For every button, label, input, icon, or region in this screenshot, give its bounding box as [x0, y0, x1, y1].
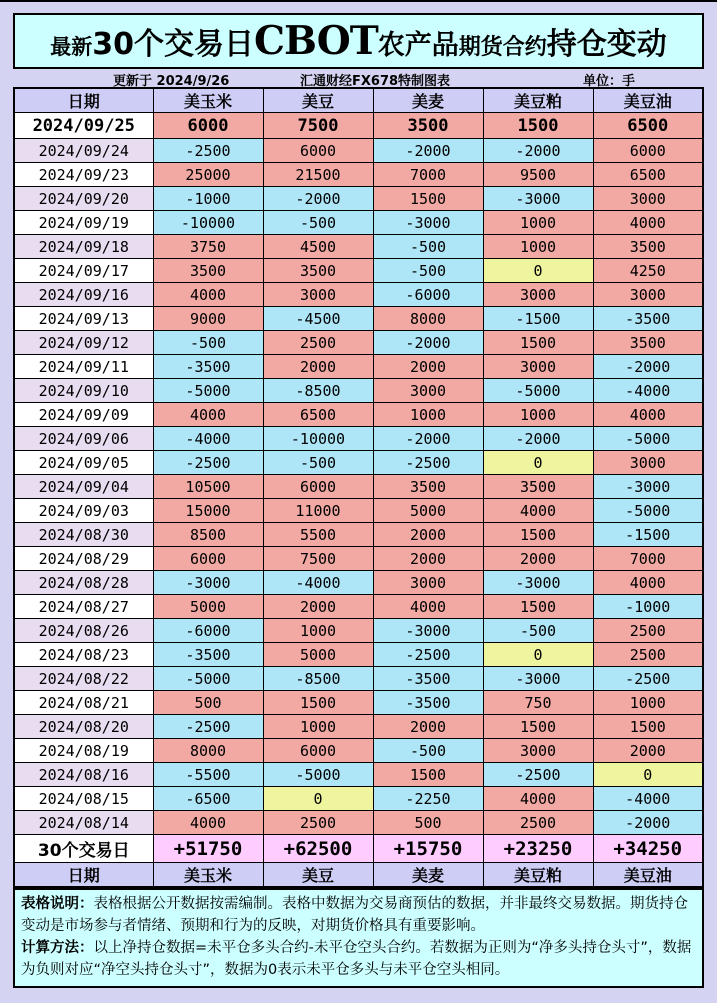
value-cell: 7000: [593, 547, 703, 571]
value-cell: -2500: [373, 643, 483, 667]
value-cell: 3000: [483, 739, 593, 763]
value-cell: -8500: [263, 379, 373, 403]
value-cell: 3500: [263, 259, 373, 283]
value-cell: -4000: [593, 787, 703, 811]
value-cell: 7500: [263, 547, 373, 571]
value-cell: 3500: [373, 113, 483, 139]
column-header: 日期: [14, 863, 153, 888]
table-row: [14, 259, 703, 283]
value-cell: 4000: [153, 403, 263, 427]
table-row: [14, 113, 703, 139]
date-cell: 2024/09/03: [14, 499, 153, 523]
value-cell: -2000: [373, 427, 483, 451]
value-cell: -500: [483, 619, 593, 643]
value-cell: -3500: [153, 355, 263, 379]
value-cell: 1000: [263, 619, 373, 643]
date-cell: 2024/09/18: [14, 235, 153, 259]
value-cell: 500: [373, 811, 483, 835]
value-cell: 3000: [593, 283, 703, 307]
value-cell: -2500: [153, 715, 263, 739]
value-cell: 8500: [153, 523, 263, 547]
column-header: 美豆粕: [483, 863, 593, 888]
value-cell: -2500: [153, 139, 263, 163]
table-row: [14, 331, 703, 355]
value-cell: -500: [153, 331, 263, 355]
date-cell: 2024/08/14: [14, 811, 153, 835]
value-cell: 6000: [263, 475, 373, 499]
notes-box: [13, 888, 704, 988]
notes-calc-method: [21, 937, 696, 981]
value-cell: 5000: [153, 595, 263, 619]
value-cell: 3500: [373, 475, 483, 499]
notes-label-2: 计算方法：: [21, 940, 94, 957]
table-row: [14, 451, 703, 475]
table-row: [14, 547, 703, 571]
value-cell: -3500: [153, 643, 263, 667]
value-cell: 3000: [483, 283, 593, 307]
value-cell: -2250: [373, 787, 483, 811]
value-cell: 3000: [373, 571, 483, 595]
title-segment: 最新: [50, 35, 93, 59]
value-cell: -4000: [153, 427, 263, 451]
unit-label: 单位：手: [583, 74, 636, 89]
table-row: [14, 619, 703, 643]
value-cell: -1500: [593, 523, 703, 547]
table-row: [14, 643, 703, 667]
value-cell: -3500: [593, 307, 703, 331]
value-cell: -5000: [153, 379, 263, 403]
top-border-line: [0, 0, 717, 2]
table-row: [14, 379, 703, 403]
date-cell: 2024/09/06: [14, 427, 153, 451]
positions-table: [13, 87, 704, 888]
value-cell: 8000: [373, 307, 483, 331]
value-cell: -5000: [483, 379, 593, 403]
value-cell: 2500: [263, 331, 373, 355]
value-cell: 3000: [483, 355, 593, 379]
value-cell: 0: [483, 259, 593, 283]
table-row: [14, 667, 703, 691]
value-cell: 6500: [263, 403, 373, 427]
title-segment: CBOT: [254, 18, 378, 64]
value-cell: -2500: [483, 763, 593, 787]
table-row: [14, 595, 703, 619]
date-cell: 2024/09/12: [14, 331, 153, 355]
value-cell: 3500: [593, 331, 703, 355]
value-cell: 1000: [483, 403, 593, 427]
value-cell: 5500: [263, 523, 373, 547]
value-cell: 2500: [593, 643, 703, 667]
value-cell: 0: [593, 763, 703, 787]
table-row: [14, 403, 703, 427]
value-cell: 6000: [593, 139, 703, 163]
value-cell: -10000: [153, 211, 263, 235]
value-cell: 2500: [593, 619, 703, 643]
value-cell: 8000: [153, 739, 263, 763]
date-cell: 2024/08/21: [14, 691, 153, 715]
value-cell: 1500: [483, 113, 593, 139]
value-cell: -1000: [153, 187, 263, 211]
value-cell: -8500: [263, 667, 373, 691]
value-cell: 9500: [483, 163, 593, 187]
date-cell: 2024/09/25: [14, 113, 153, 139]
value-cell: -3000: [483, 667, 593, 691]
notes-text-2: 以上净持仓数据=未平仓多头合约-未平仓空头合约。若数据为正则为“净多头持仓头寸”，数据为负则对应“净空头持仓头寸”，数据为0表示未平仓多头与未平仓空头相同。: [21, 940, 692, 979]
value-cell: 1500: [483, 523, 593, 547]
table-row: [14, 139, 703, 163]
value-cell: 1500: [483, 715, 593, 739]
value-cell: -500: [373, 259, 483, 283]
source-label: 汇通财经FX678特制图表: [300, 74, 451, 89]
value-cell: -10000: [263, 427, 373, 451]
date-cell: 2024/08/22: [14, 667, 153, 691]
value-cell: 2000: [373, 547, 483, 571]
value-cell: 1500: [263, 691, 373, 715]
date-cell: 2024/08/16: [14, 763, 153, 787]
value-cell: 1500: [483, 331, 593, 355]
value-cell: 5000: [263, 643, 373, 667]
summary-value-cell: +15750: [373, 835, 483, 863]
title-segment: 持仓变动: [546, 27, 667, 62]
value-cell: 750: [483, 691, 593, 715]
notes-label-1: 表格说明：: [21, 896, 94, 912]
value-cell: 2000: [373, 715, 483, 739]
table-row: [14, 523, 703, 547]
value-cell: -1000: [593, 595, 703, 619]
table-row: [14, 763, 703, 787]
page-title: [13, 13, 704, 69]
value-cell: -500: [373, 739, 483, 763]
table-row: [14, 163, 703, 187]
column-header: 美豆: [263, 88, 373, 113]
table-row: [14, 499, 703, 523]
value-cell: -500: [263, 211, 373, 235]
value-cell: 5000: [373, 499, 483, 523]
value-cell: 4000: [593, 403, 703, 427]
value-cell: -2500: [593, 667, 703, 691]
subtitle-bar: [0, 69, 717, 87]
value-cell: 3500: [593, 235, 703, 259]
column-header: 日期: [14, 88, 153, 113]
value-cell: 3750: [153, 235, 263, 259]
table-row: [14, 571, 703, 595]
value-cell: 1000: [373, 403, 483, 427]
title-segment: 30个交易日: [92, 27, 254, 62]
date-cell: 2024/08/29: [14, 547, 153, 571]
value-cell: -5000: [153, 667, 263, 691]
value-cell: 4250: [593, 259, 703, 283]
value-cell: -4000: [263, 571, 373, 595]
date-cell: 2024/09/05: [14, 451, 153, 475]
value-cell: 9000: [153, 307, 263, 331]
date-cell: 2024/09/16: [14, 283, 153, 307]
value-cell: 1500: [373, 763, 483, 787]
value-cell: 21500: [263, 163, 373, 187]
value-cell: 7000: [373, 163, 483, 187]
summary-value-cell: +23250: [483, 835, 593, 863]
table-row: [14, 787, 703, 811]
value-cell: -500: [373, 235, 483, 259]
value-cell: -2000: [263, 187, 373, 211]
value-cell: -3000: [593, 475, 703, 499]
footer-header-row: [14, 863, 703, 888]
date-cell: 2024/09/04: [14, 475, 153, 499]
notes-table-description: [21, 893, 696, 937]
value-cell: 1000: [483, 235, 593, 259]
value-cell: 2000: [373, 523, 483, 547]
date-cell: 2024/09/20: [14, 187, 153, 211]
table-row: [14, 811, 703, 835]
value-cell: 6000: [153, 547, 263, 571]
value-cell: 2000: [373, 355, 483, 379]
value-cell: -6000: [153, 619, 263, 643]
table-row: [14, 235, 703, 259]
value-cell: 4000: [593, 211, 703, 235]
value-cell: 1500: [483, 595, 593, 619]
value-cell: -2000: [593, 811, 703, 835]
header-row: [14, 88, 703, 113]
value-cell: -3500: [373, 691, 483, 715]
date-cell: 2024/09/19: [14, 211, 153, 235]
value-cell: -2000: [483, 427, 593, 451]
value-cell: 4000: [153, 283, 263, 307]
value-cell: 6500: [593, 113, 703, 139]
value-cell: 6500: [593, 163, 703, 187]
value-cell: 6000: [153, 113, 263, 139]
value-cell: 1000: [593, 691, 703, 715]
date-cell: 2024/08/20: [14, 715, 153, 739]
table-row: [14, 307, 703, 331]
table-row: [14, 475, 703, 499]
date-cell: 2024/09/10: [14, 379, 153, 403]
column-header: 美豆粕: [483, 88, 593, 113]
value-cell: -2000: [373, 331, 483, 355]
value-cell: -2000: [483, 139, 593, 163]
value-cell: -2500: [153, 451, 263, 475]
value-cell: -2000: [593, 355, 703, 379]
summary-value-cell: +62500: [263, 835, 373, 863]
table-row: [14, 427, 703, 451]
value-cell: 4000: [483, 499, 593, 523]
value-cell: 25000: [153, 163, 263, 187]
value-cell: 3000: [593, 451, 703, 475]
value-cell: -3500: [373, 667, 483, 691]
date-cell: 2024/09/17: [14, 259, 153, 283]
value-cell: 3000: [373, 379, 483, 403]
value-cell: 2000: [483, 547, 593, 571]
value-cell: 1500: [593, 715, 703, 739]
summary-value-cell: +51750: [153, 835, 263, 863]
table-row: [14, 715, 703, 739]
value-cell: 3500: [153, 259, 263, 283]
value-cell: 2000: [263, 355, 373, 379]
value-cell: 3500: [483, 475, 593, 499]
value-cell: 4000: [373, 595, 483, 619]
summary-row: [14, 835, 703, 863]
value-cell: 2500: [483, 811, 593, 835]
date-cell: 2024/08/30: [14, 523, 153, 547]
value-cell: 500: [153, 691, 263, 715]
value-cell: 15000: [153, 499, 263, 523]
column-header: 美豆: [263, 863, 373, 888]
value-cell: -3000: [153, 571, 263, 595]
column-header: 美玉米: [153, 88, 263, 113]
value-cell: 0: [263, 787, 373, 811]
value-cell: 0: [483, 643, 593, 667]
value-cell: 4000: [593, 571, 703, 595]
value-cell: -5000: [263, 763, 373, 787]
column-header: 美豆油: [593, 863, 703, 888]
value-cell: -6500: [153, 787, 263, 811]
date-cell: 2024/08/27: [14, 595, 153, 619]
date-cell: 2024/08/26: [14, 619, 153, 643]
date-cell: 2024/09/11: [14, 355, 153, 379]
date-cell: 2024/08/28: [14, 571, 153, 595]
value-cell: 0: [483, 451, 593, 475]
value-cell: 6000: [263, 739, 373, 763]
column-header: 美麦: [373, 88, 483, 113]
table-row: [14, 355, 703, 379]
notes-text-1: 表格根据公开数据按需编制。表格中数据为交易商预估的数据，并非最终交易数据。期货持仓变动是市场参与者情绪、预期和行为的反映，对期货价格具有重要影响。: [21, 896, 688, 935]
column-header: 美麦: [373, 863, 483, 888]
date-cell: 2024/08/15: [14, 787, 153, 811]
value-cell: -3000: [483, 571, 593, 595]
date-cell: 2024/09/13: [14, 307, 153, 331]
value-cell: 6000: [263, 139, 373, 163]
table-row: [14, 691, 703, 715]
value-cell: 4500: [263, 235, 373, 259]
value-cell: 3000: [593, 187, 703, 211]
value-cell: 1000: [483, 211, 593, 235]
value-cell: 11000: [263, 499, 373, 523]
value-cell: 4000: [483, 787, 593, 811]
value-cell: -2500: [373, 451, 483, 475]
value-cell: -3000: [373, 619, 483, 643]
value-cell: 10500: [153, 475, 263, 499]
date-cell: 2024/08/19: [14, 739, 153, 763]
title-segment: 期货合约: [458, 35, 547, 60]
summary-label-cell: 30个交易日: [14, 835, 153, 863]
table-row: [14, 739, 703, 763]
date-cell: 2024/09/24: [14, 139, 153, 163]
value-cell: 2000: [263, 595, 373, 619]
value-cell: 1500: [373, 187, 483, 211]
value-cell: 3000: [263, 283, 373, 307]
summary-value-cell: +34250: [593, 835, 703, 863]
table-row: [14, 211, 703, 235]
value-cell: -5500: [153, 763, 263, 787]
value-cell: 2000: [593, 739, 703, 763]
value-cell: -5000: [593, 427, 703, 451]
value-cell: -500: [263, 451, 373, 475]
table-row: [14, 187, 703, 211]
column-header: 美玉米: [153, 863, 263, 888]
value-cell: -4000: [593, 379, 703, 403]
value-cell: -1500: [483, 307, 593, 331]
value-cell: 7500: [263, 113, 373, 139]
value-cell: -5000: [593, 499, 703, 523]
title-segment: 农产品: [377, 30, 459, 61]
value-cell: 1000: [263, 715, 373, 739]
value-cell: -2000: [373, 139, 483, 163]
updated-date-label: 更新于 2024/9/26: [113, 74, 230, 89]
date-cell: 2024/09/09: [14, 403, 153, 427]
value-cell: -4500: [263, 307, 373, 331]
value-cell: -3000: [483, 187, 593, 211]
date-cell: 2024/08/23: [14, 643, 153, 667]
column-header: 美豆油: [593, 88, 703, 113]
date-cell: 2024/09/23: [14, 163, 153, 187]
value-cell: 2500: [263, 811, 373, 835]
value-cell: -6000: [373, 283, 483, 307]
table-row: [14, 283, 703, 307]
value-cell: -3000: [373, 211, 483, 235]
value-cell: 4000: [153, 811, 263, 835]
